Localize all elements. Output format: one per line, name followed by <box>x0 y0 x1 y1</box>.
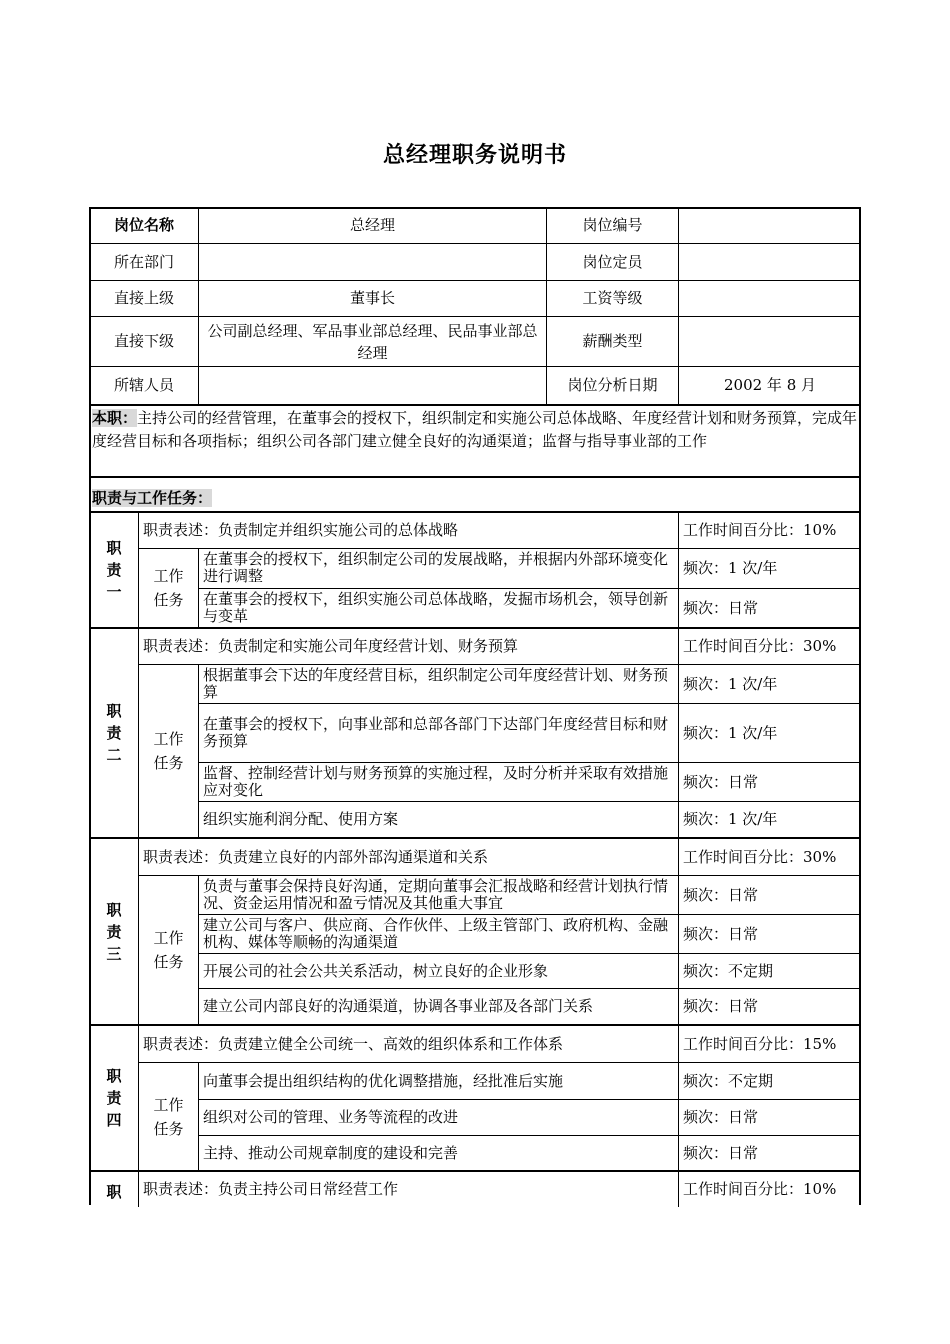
task-label-word: 任务 <box>153 754 184 772</box>
task-frequency: 频次：1 次/年 <box>678 548 861 588</box>
task-frequency: 频次：日常 <box>678 1135 861 1170</box>
duty-title-2 <box>89 628 138 837</box>
post-code-value <box>678 207 861 243</box>
duty-statement-5: 职责表述：负责主持公司日常经营工作 <box>138 1171 678 1207</box>
superior-label: 直接上级 <box>89 280 198 316</box>
summary-paragraph <box>92 407 858 453</box>
duty-percent-4: 工作时间百分比：15% <box>678 1025 861 1062</box>
task-text: 建立公司内部良好的沟通渠道，协调各事业部及各部门关系 <box>198 988 678 1024</box>
task-label-word: 工作 <box>153 730 184 748</box>
duty-statement-2: 职责表述：负责制定和实施公司年度经营计划、财务预算 <box>138 628 678 664</box>
duty-title-char: 责 <box>106 561 122 579</box>
duties-heading: 职责与工作任务： <box>92 489 213 507</box>
duty-statement-4: 职责表述：负责建立健全公司统一、高效的组织体系和工作体系 <box>138 1025 678 1062</box>
subordinate-label: 直接下级 <box>89 316 198 366</box>
task-frequency: 频次：不定期 <box>678 953 861 988</box>
duty-title-3 <box>89 838 138 1024</box>
task-frequency: 频次：1 次/年 <box>678 703 861 762</box>
duty-title-char: 职 <box>106 1067 122 1085</box>
post-code-label: 岗位编号 <box>546 207 678 243</box>
task-text: 建立公司与客户、供应商、合作伙伴、上级主管部门、政府机构、金融机构、媒体等顺畅的沟通渠道 <box>198 914 678 953</box>
duty-statement-3: 职责表述：负责建立良好的内部外部沟通渠道和关系 <box>138 838 678 875</box>
duty-title-char: 二 <box>106 746 122 764</box>
task-frequency: 频次：日常 <box>678 875 861 914</box>
document-title: 总经理职务说明书 <box>382 143 567 168</box>
salary-grade-label: 工资等级 <box>546 280 678 316</box>
superior-value: 董事长 <box>198 280 546 316</box>
task-label-word: 工作 <box>153 929 184 947</box>
duty-percent-1: 工作时间百分比：10% <box>678 512 861 548</box>
task-text: 在董事会的授权下，组织制定公司的发展战略，并根据内外部环境变化进行调整 <box>198 548 678 588</box>
task-label-word: 任务 <box>153 953 184 971</box>
duty-title-char: 职 <box>106 1183 122 1201</box>
duty-percent-5: 工作时间百分比：10% <box>678 1171 861 1207</box>
duty-title-4 <box>89 1025 138 1170</box>
duty-title-char: 三 <box>106 944 122 963</box>
duty-statement-1: 职责表述：负责制定并组织实施公司的总体战略 <box>138 512 678 548</box>
pay-type-label: 薪酬类型 <box>546 316 678 366</box>
managed-label: 所辖人员 <box>89 366 198 404</box>
pay-type-value <box>678 316 861 366</box>
task-frequency: 频次：日常 <box>678 1099 861 1135</box>
task-text: 开展公司的社会公共关系活动，树立良好的企业形象 <box>198 953 678 988</box>
dept-label: 所在部门 <box>89 243 198 280</box>
duty-title-char: 责 <box>106 724 122 742</box>
task-group-label <box>138 548 198 627</box>
task-text: 主持、推动公司规章制度的建设和完善 <box>198 1135 678 1170</box>
task-text: 向董事会提出组织结构的优化调整措施，经批准后实施 <box>198 1062 678 1099</box>
duty-percent-3: 工作时间百分比：30% <box>678 838 861 875</box>
task-label-word: 工作 <box>153 567 184 585</box>
task-text: 组织实施利润分配、使用方案 <box>198 801 678 837</box>
duty-title-char: 职 <box>106 900 122 919</box>
duty-percent-2: 工作时间百分比：30% <box>678 628 861 664</box>
task-text: 在董事会的授权下，向事业部和总部各部门下达部门年度经营目标和财务预算 <box>198 703 678 762</box>
task-frequency: 频次：1 次/年 <box>678 801 861 837</box>
quota-label: 岗位定员 <box>546 243 678 280</box>
duty-title-char: 职 <box>106 702 122 720</box>
task-frequency: 频次：不定期 <box>678 1062 861 1099</box>
task-label-word: 工作 <box>153 1095 184 1114</box>
duty-title-char: 四 <box>106 1111 122 1129</box>
duty-title-5 <box>89 1171 138 1205</box>
managed-value <box>198 366 546 404</box>
analysis-date-value: 2002 年 8 月 <box>678 366 861 404</box>
salary-grade-value <box>678 280 861 316</box>
task-label-word: 任务 <box>153 1119 184 1138</box>
task-text: 组织对公司的管理、业务等流程的改进 <box>198 1099 678 1135</box>
quota-value <box>678 243 861 280</box>
summary-text: 主持公司的经营管理，在董事会的授权下，组织制定和实施公司总体战略、年度经营计划和财务预算，完成年度经营目标和各项指标；组织公司各部门建立健全良好的沟通渠道；监督与指导事业部的工作 <box>92 409 858 450</box>
analysis-date-label: 岗位分析日期 <box>546 366 678 404</box>
task-frequency: 频次：日常 <box>678 988 861 1024</box>
task-group-label <box>138 664 198 837</box>
summary-label: 本职： <box>92 409 138 427</box>
task-group-label <box>138 875 198 1024</box>
duty-title-char: 责 <box>106 922 122 941</box>
task-frequency: 频次：1 次/年 <box>678 664 861 703</box>
post-name-label: 岗位名称 <box>89 207 198 243</box>
task-frequency: 频次：日常 <box>678 762 861 801</box>
task-group-label <box>138 1062 198 1170</box>
task-frequency: 频次：日常 <box>678 588 861 627</box>
duty-title-char: 一 <box>106 583 122 601</box>
task-frequency: 频次：日常 <box>678 914 861 953</box>
duty-title-char: 职 <box>106 539 122 557</box>
task-text: 监督、控制经营计划与财务预算的实施过程，及时分析并采取有效措施应对变化 <box>198 762 678 801</box>
task-label-word: 任务 <box>153 591 184 609</box>
duty-title-char: 责 <box>106 1089 122 1107</box>
dept-value <box>198 243 546 280</box>
post-name-value: 总经理 <box>198 207 546 243</box>
duty-title-1 <box>89 512 138 627</box>
subordinate-value: 公司副总经理、军品事业部总经理、民品事业部总经理 <box>198 316 546 366</box>
task-text: 负责与董事会保持良好沟通，定期向董事会汇报战略和经营计划执行情况、资金运用情况和盈亏情况及其他重大事宜 <box>198 875 678 914</box>
task-text: 在董事会的授权下，组织实施公司总体战略，发掘市场机会，领导创新与变革 <box>198 588 678 627</box>
task-text: 根据董事会下达的年度经营目标，组织制定公司年度经营计划、财务预算 <box>198 664 678 703</box>
